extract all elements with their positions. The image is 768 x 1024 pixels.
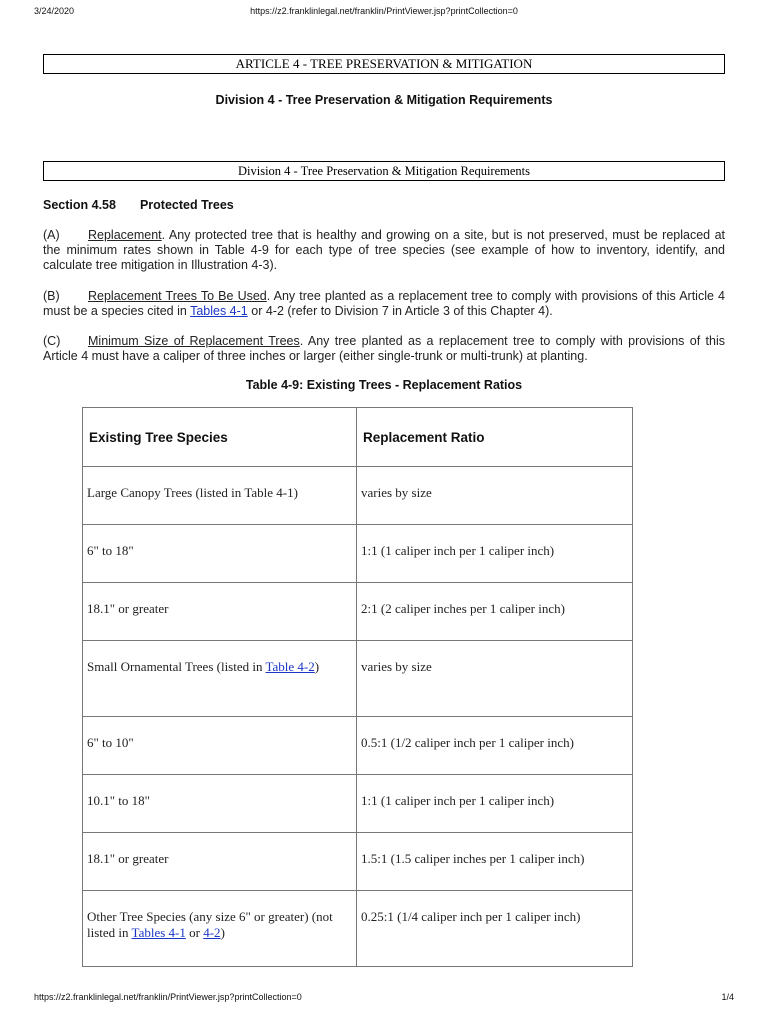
table-4-2-link[interactable]: Table 4-2 <box>265 659 315 674</box>
paragraph-a <box>43 228 725 273</box>
paragraph-c <box>43 334 725 364</box>
species-text: Small Ornamental Trees (listed in <box>87 659 266 674</box>
table-row <box>83 775 633 833</box>
replacement-ratios-table <box>82 407 633 967</box>
print-header <box>34 6 734 18</box>
ratio-cell: varies by size <box>357 641 633 717</box>
species-text: Other Tree Species (any size 6" or greater) (not listed in <box>87 909 333 940</box>
header-replacement-ratio: Replacement Ratio <box>357 408 633 467</box>
tables-4-1-link[interactable]: Tables 4-1 <box>190 304 248 318</box>
header-existing-species: Existing Tree Species <box>83 408 357 467</box>
ratio-cell: 1:1 (1 caliper inch per 1 caliper inch) <box>357 775 633 833</box>
species-cell: Large Canopy Trees (listed in Table 4-1) <box>83 467 357 525</box>
species-cell: 18.1" or greater <box>83 833 357 891</box>
paragraph-text: . Any tree planted as a replacement tree to comply with provisions of this Article 4 must have a caliper of three inches or larger (either single-trunk or multi-trunk) at planting. <box>43 334 725 363</box>
paragraph-b <box>43 289 725 319</box>
species-cell: 10.1" to 18" <box>83 775 357 833</box>
division-box-title: Division 4 - Tree Preservation & Mitigation Requirements <box>43 161 725 181</box>
species-cell: 6" to 10" <box>83 717 357 775</box>
species-cell <box>83 641 357 717</box>
table-row <box>83 467 633 525</box>
ratio-cell: 0.5:1 (1/2 caliper inch per 1 caliper inch) <box>357 717 633 775</box>
page-number: 1/4 <box>721 992 734 1002</box>
print-url: https://z2.franklinlegal.net/franklin/PrintViewer.jsp?printCollection=0 <box>250 6 518 16</box>
species-cell <box>83 891 357 967</box>
paragraph-term: Replacement Trees To Be Used <box>88 289 267 303</box>
ratio-cell: 1.5:1 (1.5 caliper inches per 1 caliper inch) <box>357 833 633 891</box>
ratio-cell: 0.25:1 (1/4 caliper inch per 1 caliper inch) <box>357 891 633 967</box>
table-title: Table 4-9: Existing Trees - Replacement Ratios <box>245 378 523 392</box>
print-footer <box>34 992 734 1004</box>
tables-4-1-link[interactable]: Tables 4-1 <box>131 925 186 940</box>
species-text: or <box>185 925 204 940</box>
table-row <box>83 833 633 891</box>
species-cell: 18.1" or greater <box>83 583 357 641</box>
paragraph-term: Minimum Size of Replacement Trees <box>88 334 300 348</box>
ratio-cell: 1:1 (1 caliper inch per 1 caliper inch) <box>357 525 633 583</box>
table-row <box>83 891 633 967</box>
species-text: ) <box>314 659 320 674</box>
paragraph-letter: (C) <box>43 334 61 348</box>
table-row <box>83 525 633 583</box>
division-heading: Division 4 - Tree Preservation & Mitigation Requirements <box>215 93 553 107</box>
section-title: Protected Trees <box>139 198 234 212</box>
print-date: 3/24/2020 <box>34 6 75 16</box>
table-row <box>83 641 633 717</box>
paragraph-letter: (B) <box>43 289 60 303</box>
paragraph-letter: (A) <box>43 228 60 242</box>
table-row <box>83 717 633 775</box>
article-title: ARTICLE 4 - TREE PRESERVATION & MITIGATION <box>43 54 725 74</box>
species-cell: 6" to 18" <box>83 525 357 583</box>
table-row <box>83 583 633 641</box>
table-header-row <box>83 408 633 467</box>
paragraph-text: or 4-2 (refer to Division 7 in Article 3 of this Chapter 4). <box>247 304 553 318</box>
paragraph-text: . Any protected tree that is healthy and growing on a site, but is not preserved, must be replaced at the minimum rates shown in Table 4-9 for each type of tree species (see example of how to inventory, identify, and calculate tree mitigation in Illustration 4-3). <box>43 228 725 272</box>
ratio-cell: varies by size <box>357 467 633 525</box>
table-4-2-link[interactable]: 4-2 <box>203 925 221 940</box>
footer-url: https://z2.franklinlegal.net/franklin/PrintViewer.jsp?printCollection=0 <box>34 992 302 1002</box>
section-number: Section 4.58 <box>43 198 116 212</box>
ratio-cell: 2:1 (2 caliper inches per 1 caliper inch) <box>357 583 633 641</box>
species-text: ) <box>220 925 225 940</box>
paragraph-term: Replacement <box>88 228 162 242</box>
paragraph-text: . Any tree planted as a replacement tree to comply with provisions of this Article 4 must be a species cited in <box>43 289 725 318</box>
section-heading <box>43 198 234 212</box>
